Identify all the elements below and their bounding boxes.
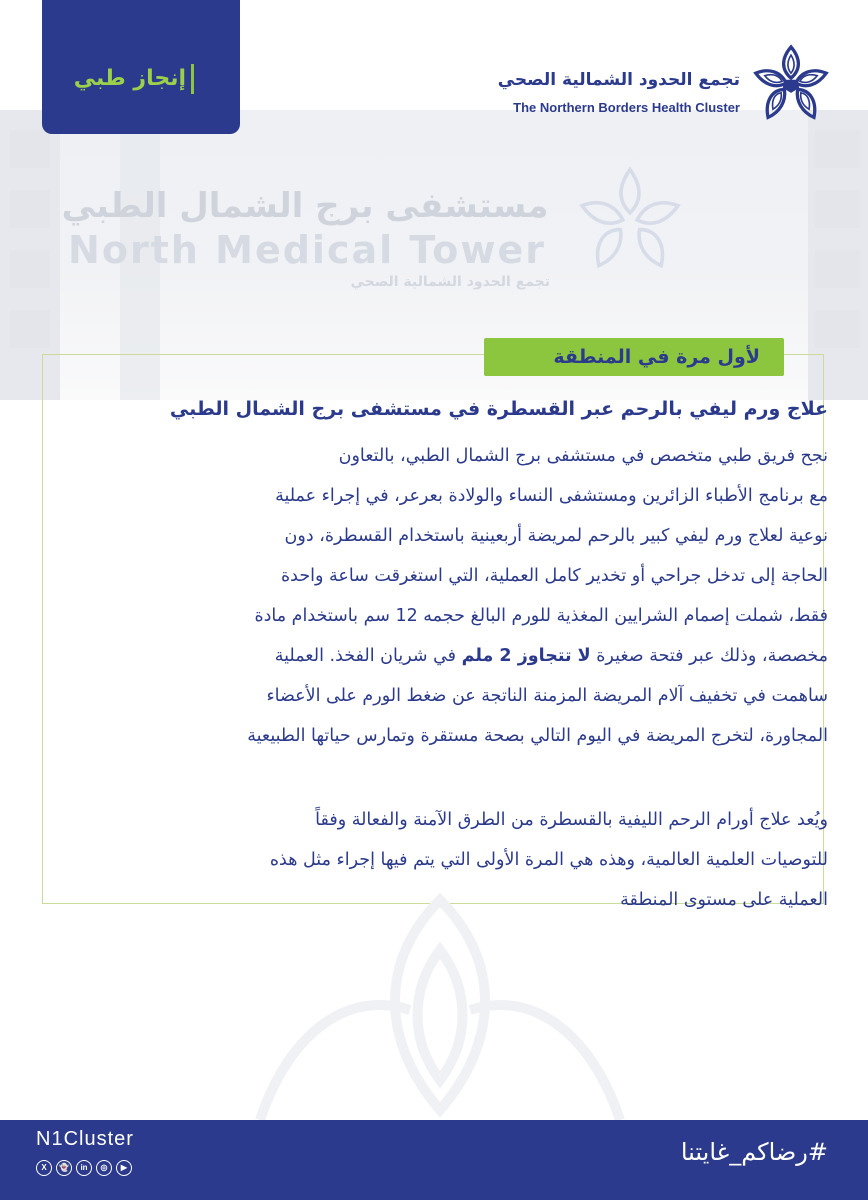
paragraph-line: فقط، شملت إصمام الشرايين المغذية للورم البالغ حجمه 12 سم باستخدام مادة <box>254 606 828 626</box>
building-sign-english: North Medical Tower <box>68 228 546 272</box>
linkedin-icon[interactable]: in <box>76 1160 92 1176</box>
paragraph-line: الحاجة إلى تدخل جراحي أو تخدير كامل العملية، التي استغرقت ساعة واحدة <box>280 566 828 586</box>
article-headline: علاج ورم ليفي بالرحم عبر القسطرة في مستشفى برج الشمال الطبي <box>169 398 828 420</box>
emphasis-text: لا تتجاوز 2 ملم <box>461 646 591 666</box>
paragraph-line: المجاورة، لتخرج المريضة في اليوم التالي بصحة مستقرة وتمارس حياتها الطبيعية <box>247 726 828 746</box>
paragraph-line: مع برنامج الأطباء الزائرين ومستشفى النساء والولادة بعرعر، في إجراء عملية <box>275 486 828 506</box>
paragraph-line: ويُعد علاج أورام الرحم الليفية بالقسطرة من الطرق الآمنة والفعالة وفقاً <box>315 810 828 830</box>
cluster-logo-icon <box>750 42 832 124</box>
paragraph-line: العملية على مستوى المنطقة <box>620 890 828 910</box>
category-badge <box>42 0 240 134</box>
badge-accent-bar <box>191 64 194 94</box>
article-paragraph-1 <box>40 436 828 756</box>
social-handle: N1Cluster <box>36 1128 134 1150</box>
paragraph-line: للتوصيات العلمية العالمية، وهذه هي المرة الأولى التي يتم فيها إجراء مثل هذه <box>269 850 828 870</box>
building-sign-subtitle: تجمع الحدود الشمالية الصحي <box>350 274 550 290</box>
paragraph-line: نجح فريق طبي متخصص في مستشفى برج الشمال الطبي، بالتعاون <box>338 446 828 466</box>
campaign-hashtag: #رضاكم_غايتنا <box>680 1138 828 1166</box>
line-text: مخصصة، وذلك عبر فتحة صغيرة <box>590 646 828 666</box>
org-name-arabic: تجمع الحدود الشمالية الصحي <box>497 70 740 90</box>
banner-text: لأول مرة في المنطقة <box>553 346 760 368</box>
building-logo-icon <box>570 160 690 280</box>
line-text: في شريان الفخذ. العملية <box>274 646 462 666</box>
org-name-english: The Northern Borders Health Cluster <box>513 100 740 115</box>
paragraph-line: نوعية لعلاج ورم ليفي كبير بالرحم لمريضة أربعينية باستخدام القسطرة، دون <box>284 526 828 546</box>
youtube-icon[interactable]: ▶ <box>116 1160 132 1176</box>
paragraph-line: ساهمت في تخفيف آلام المريضة المزمنة الناتجة عن ضغط الورم على الأعضاء <box>266 686 828 706</box>
decorative-motif <box>230 880 650 1120</box>
paragraph-line <box>40 636 828 676</box>
snapchat-icon[interactable]: 👻 <box>56 1160 72 1176</box>
instagram-icon[interactable]: ◎ <box>96 1160 112 1176</box>
building-sign-arabic: مستشفى برج الشمال الطبي <box>61 186 549 226</box>
x-icon[interactable]: X <box>36 1160 52 1176</box>
highlight-banner <box>484 338 784 376</box>
category-label: إنجاز طبي <box>73 66 186 91</box>
